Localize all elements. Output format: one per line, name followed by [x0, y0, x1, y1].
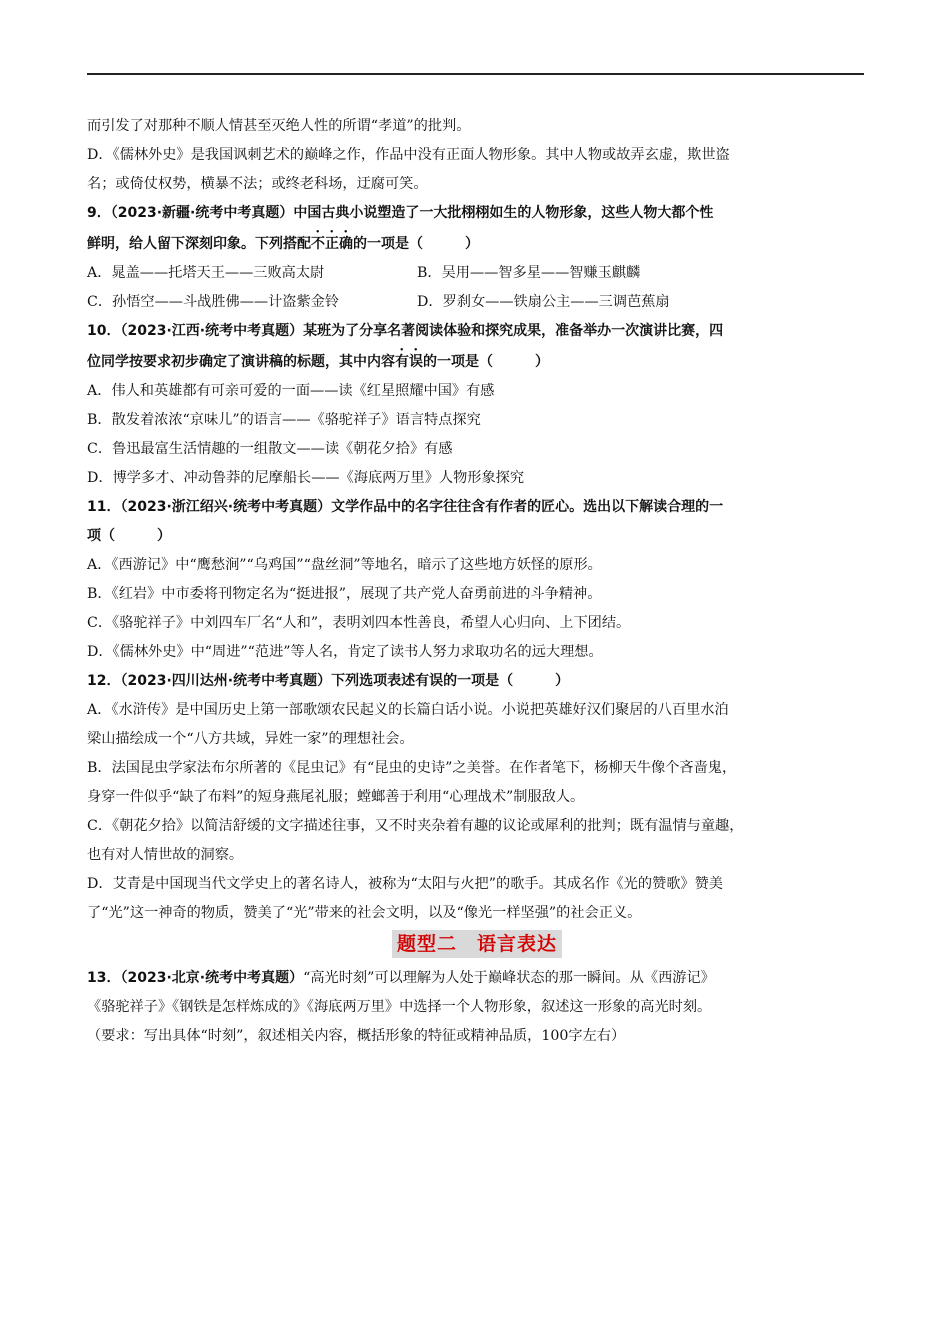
option-a-cont: 梁山描绘成一个“八方共域，异姓一家”的理想社会。 [87, 731, 414, 747]
option-c-cont: 也有对人情世故的洞察。 [87, 847, 244, 863]
option-a: A．晁盖——托塔天王——三败高太尉 [87, 265, 325, 281]
question-12-stem: 12．（2023·四川达州·统考中考真题）下列选项表述有误的一项是（ ） [87, 673, 570, 689]
question-11-stem-cont: 项（ ） [87, 528, 171, 544]
header-rule [87, 73, 864, 75]
section-heading-label: 题型二 语言表达 [392, 930, 562, 958]
emphasis-dots: 有误 [395, 354, 423, 370]
option-a: A．《西游记》中“鹰愁涧”“乌鸡国”“盘丝洞”等地名，暗示了这些地方妖怪的原形。 [87, 557, 602, 573]
option-c: C．《朝花夕拾》以简洁舒缓的文字描述往事，又不时夹杂着有趣的议论或犀利的批判；既有温情与童趣， [87, 818, 744, 834]
question-13-stem: 13．（2023·北京·统考中考真题）“高光时刻”可以理解为人处于巅峰状态的那一瞬间。从《西游记》 [87, 970, 715, 986]
text-line: D．《儒林外史》是我国讽刺艺术的巅峰之作，作品中没有正面人物形象。其中人物或故弄玄虚，欺世盗 [87, 147, 730, 163]
question-9-options-row [87, 259, 867, 288]
option-c: C．《骆驼祥子》中刘四车厂名“人和”，表明刘四本性善良，希望人心归向、上下团结。 [87, 615, 631, 631]
question-9-options-row [87, 288, 867, 317]
question-10-stem: 10．（2023·江西·统考中考真题）某班为了分享名著阅读体验和探究成果，准备举办一次演讲比赛，四 [87, 323, 724, 339]
option-d: D．艾青是中国现当代文学史上的著名诗人，被称为“太阳与火把”的歌手。其成名作《光的赞歌》赞美 [87, 876, 723, 892]
section-heading [87, 930, 867, 960]
option-c: C．孙悟空——斗战胜佛——计盗紫金铃 [87, 294, 340, 310]
option-d: D．《儒林外史》中“周进”“范进”等人名，肯定了读书人努力求取功名的远大理想。 [87, 644, 603, 660]
option-d: D．博学多才、冲动鲁莽的尼摩船长——《海底两万里》人物形象探究 [87, 470, 525, 486]
document-body [87, 112, 867, 1051]
question-9-stem: 9．（2023·新疆·统考中考真题）中国古典小说塑造了一大批栩栩如生的人物形象，这些人物大都个性 [87, 205, 714, 221]
question-13-label: 13．（2023·北京·统考中考真题） [87, 970, 304, 986]
emphasis-dots: 不正确 [311, 236, 353, 252]
option-b: B．吴用——智多星——智赚玉麒麟 [417, 265, 641, 281]
option-d: D．罗刹女——铁扇公主——三调芭蕉扇 [417, 294, 670, 310]
question-13-stem-cont: 《骆驼祥子》《钢铁是怎样炼成的》《海底两万里》中选择一个人物形象，叙述这一形象的高光时刻。 [87, 999, 712, 1015]
option-a: A．《水浒传》是中国历史上第一部歌颂农民起义的长篇白话小说。小说把英雄好汉们聚居的八百里水泊 [87, 702, 729, 718]
question-13-requirement: （要求：写出具体“时刻”，叙述相关内容，概括形象的特征或精神品质，100字左右） [87, 1028, 626, 1044]
option-c: C．鲁迅最富生活情趣的一组散文——读《朝花夕拾》有感 [87, 441, 453, 457]
option-a: A．伟人和英雄都有可亲可爱的一面——读《红星照耀中国》有感 [87, 383, 495, 399]
option-b: B．《红岩》中市委将刊物定名为“挺进报”，展现了共产党人奋勇前进的斗争精神。 [87, 586, 602, 602]
question-11-stem: 11．（2023·浙江绍兴·统考中考真题）文学作品中的名字往往含有作者的匠心。选出以下解读合理的一 [87, 499, 724, 515]
option-b: B．散发着浓浓“京味儿”的语言——《骆驼祥子》语言特点探究 [87, 412, 481, 428]
text-line: 而引发了对那种不顺人情甚至灭绝人性的所谓“孝道”的批判。 [87, 118, 471, 134]
option-b: B．法国昆虫学家法布尔所著的《昆虫记》有“昆虫的史诗”之美誉。在作者笔下，杨柳天牛像个吝啬鬼， [87, 760, 737, 776]
question-10-stem-cont: 位同学按要求初步确定了演讲稿的标题，其中内容有误的一项是（ ） [87, 354, 549, 370]
option-d-cont: 了“光”这一神奇的物质，赞美了“光”带来的社会文明，以及“像光一样坚强”的社会正义。 [87, 905, 642, 921]
question-9-stem-cont: 鲜明，给人留下深刻印象。下列搭配不正确的一项是（ ） [87, 236, 479, 252]
text-line: 名；或倚仗权势，横暴不法；或终老科场，迂腐可笑。 [87, 176, 428, 192]
option-b-cont: 身穿一件似乎“缺了布料”的短身燕尾礼服；螳螂善于利用“心理战术”制服敌人。 [87, 789, 585, 805]
